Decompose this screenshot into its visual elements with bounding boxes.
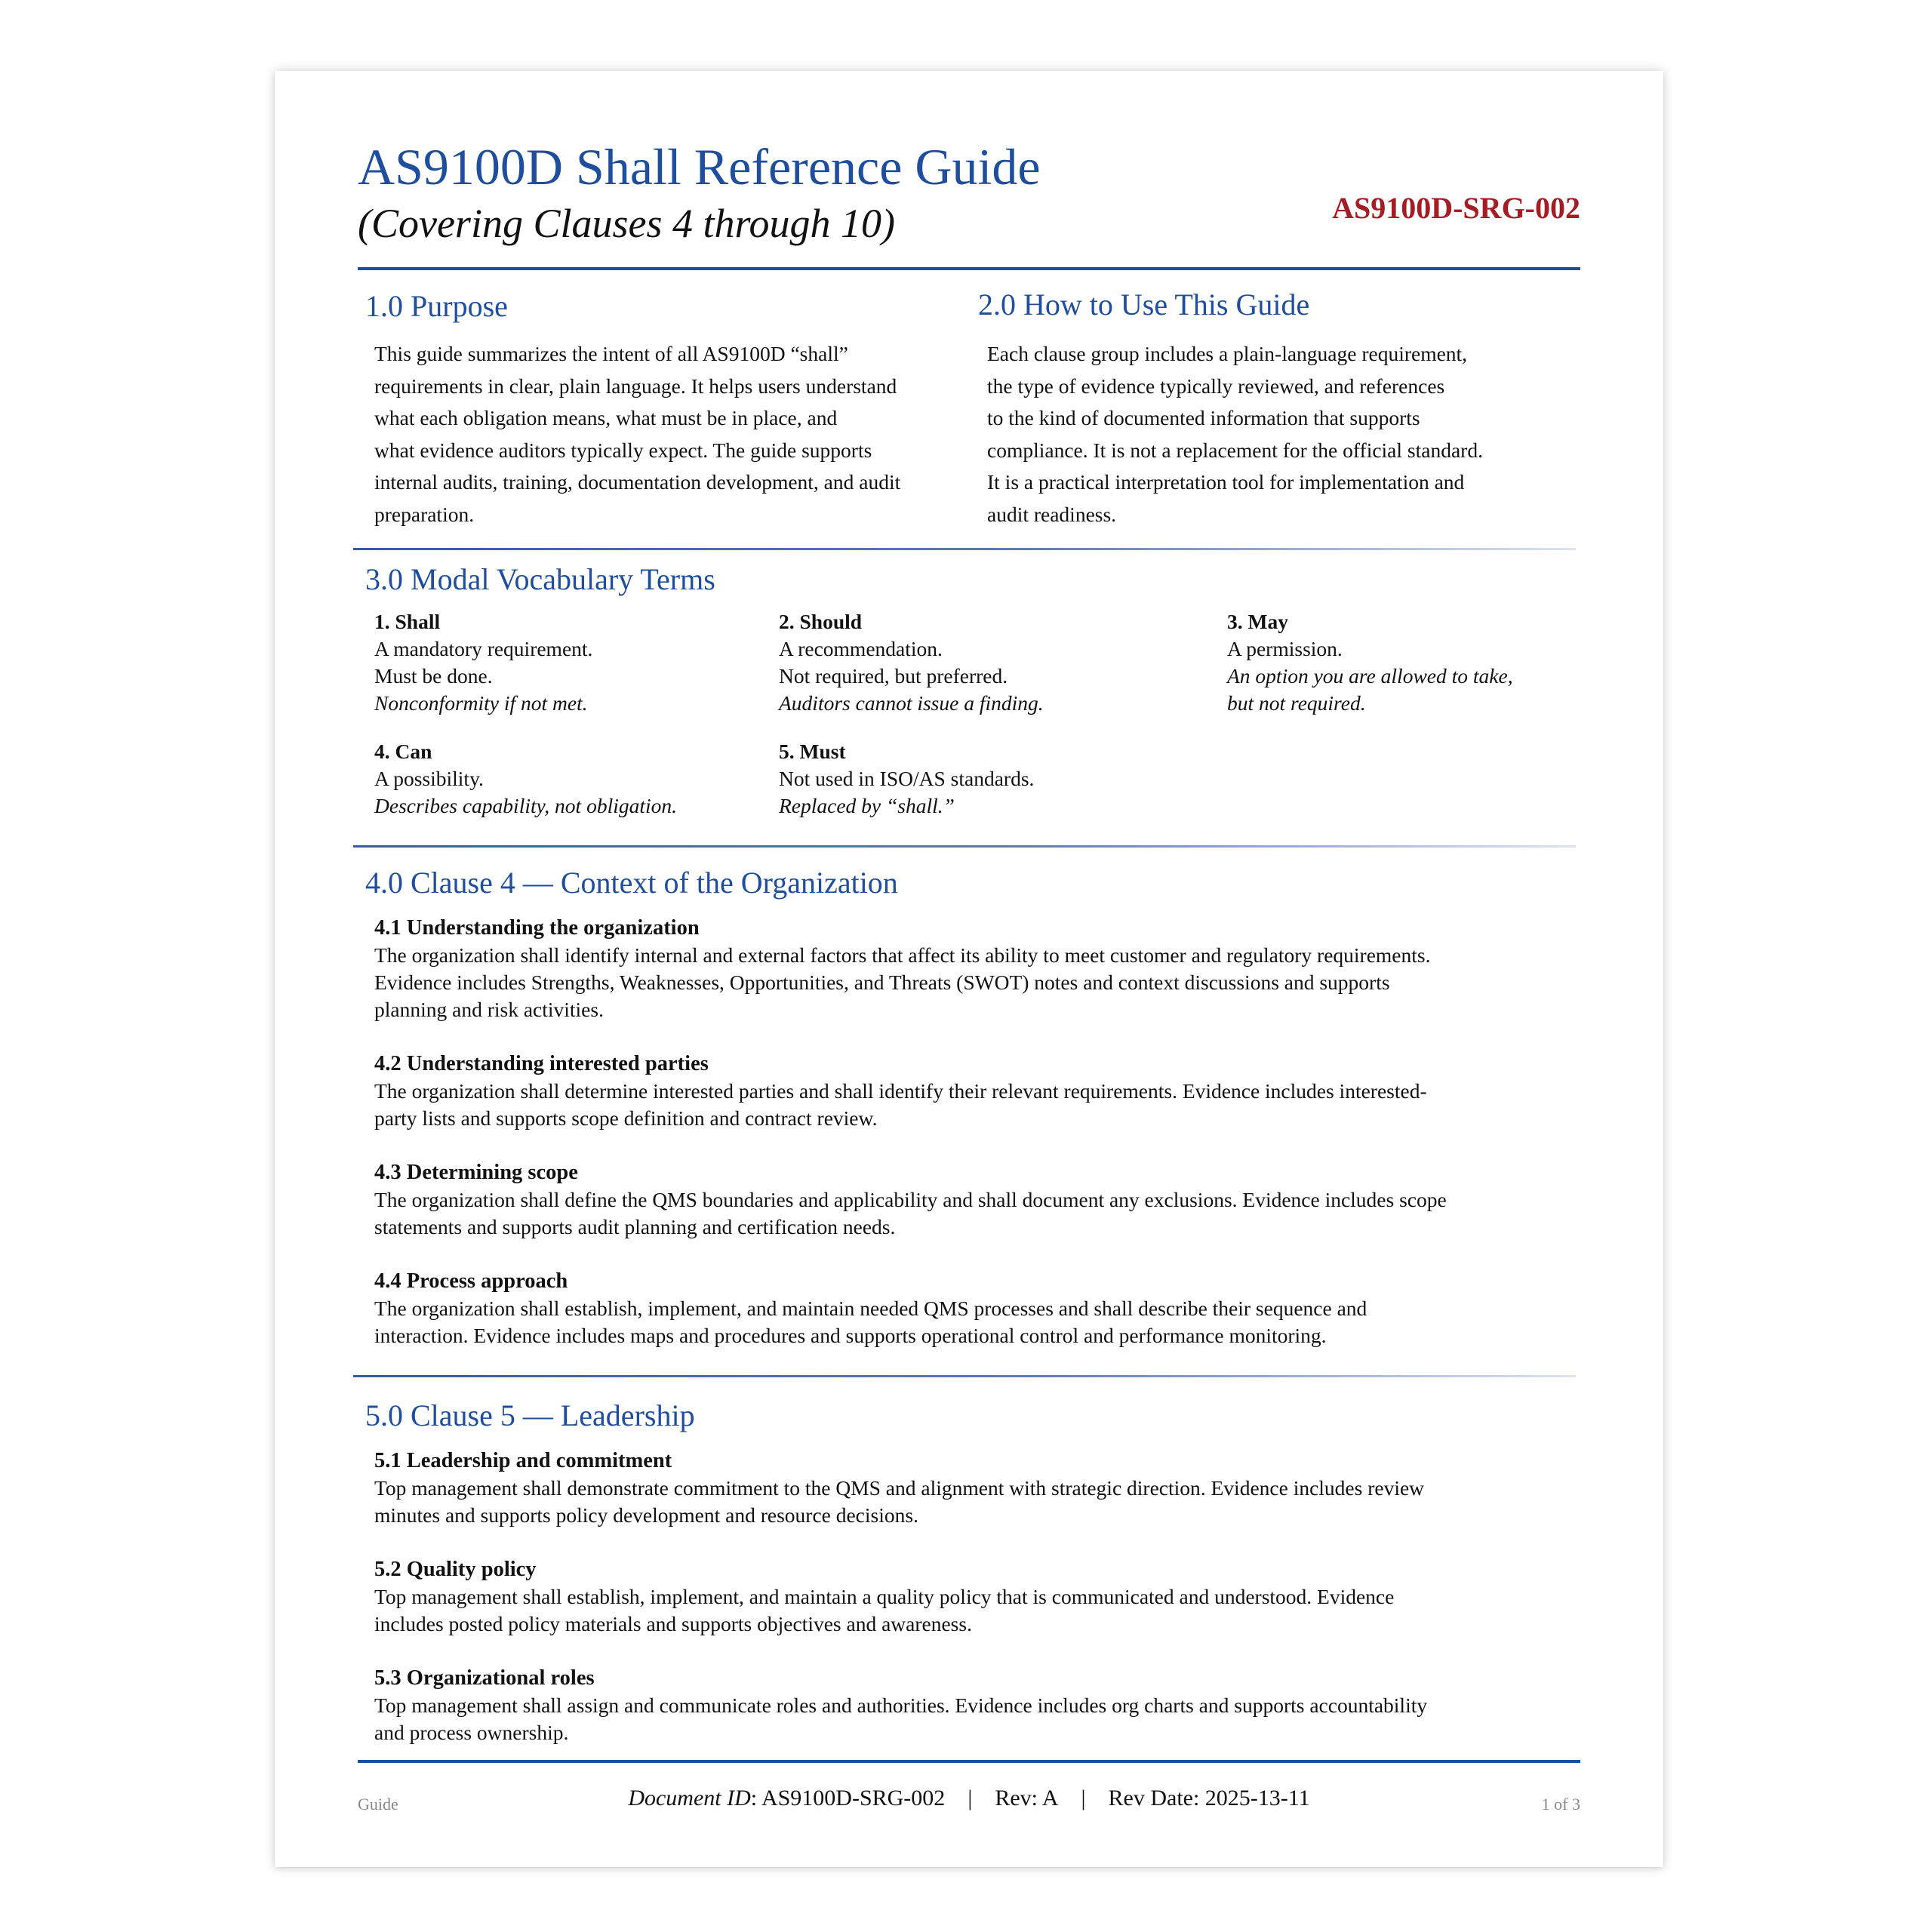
- how-to-use-line: Each clause group includes a plain-language requirement,: [987, 342, 1468, 365]
- section-divider: [353, 548, 1576, 550]
- term-note: Auditors cannot issue a finding.: [779, 691, 1044, 715]
- purpose-line: what each obligation means, what must be in place, and: [374, 406, 838, 429]
- term-note: Nonconformity if not met.: [374, 691, 588, 715]
- doc-id-value: : AS9100D-SRG-002: [750, 1786, 946, 1810]
- clause-item-line: statements and supports audit planning and certification needs.: [374, 1215, 896, 1238]
- modal-term-should: [779, 608, 1044, 717]
- how-to-use-line: to the kind of documented information that supports: [987, 406, 1420, 429]
- clause-item: [374, 1556, 1552, 1638]
- clause-item: [374, 1051, 1552, 1132]
- clause-item: [374, 1665, 1552, 1746]
- term-title: 5. Must: [779, 740, 846, 763]
- doc-id-label: Document ID: [628, 1786, 751, 1810]
- term-title: 1. Shall: [374, 610, 441, 633]
- how-to-use-line: compliance. It is not a replacement for the official standard.: [987, 438, 1483, 462]
- purpose-text: [374, 338, 900, 531]
- revision: Rev: A: [995, 1786, 1059, 1810]
- clause4-list: [374, 915, 1552, 1377]
- purpose-line: internal audits, training, documentation development, and audit: [374, 470, 901, 494]
- page-number: 1 of 3: [1541, 1795, 1580, 1814]
- clause-item-line: planning and risk activities.: [374, 998, 604, 1021]
- clause-item-line: minutes and supports policy development and resource decisions.: [374, 1503, 918, 1527]
- clause-item-title: 5.1 Leadership and commitment: [374, 1449, 672, 1472]
- purpose-line: preparation.: [374, 502, 475, 526]
- document-title: AS9100D Shall Reference Guide: [358, 138, 1041, 195]
- clause-item-line: The organization shall determine interested parties and shall identify their relevant requirements. Evidence includes interested-: [374, 1079, 1427, 1103]
- term-line: Not required, but preferred.: [779, 664, 1008, 688]
- clause-item-title: 5.2 Quality policy: [374, 1558, 537, 1581]
- how-to-use-line: It is a practical interpretation tool for implementation and: [987, 470, 1465, 494]
- modal-term-shall: [374, 608, 592, 717]
- section-divider: [353, 1375, 1576, 1377]
- footer-separator: |: [1081, 1786, 1086, 1810]
- clause-item: [374, 1159, 1552, 1241]
- purpose-heading: 1.0 Purpose: [365, 289, 508, 323]
- clause5-list: [374, 1447, 1552, 1774]
- clause-item-line: party lists and supports scope definition and contract review.: [374, 1106, 878, 1130]
- modal-terms-heading: 3.0 Modal Vocabulary Terms: [365, 562, 715, 596]
- how-to-use-line: audit readiness.: [987, 502, 1117, 526]
- term-note: An option you are allowed to take,: [1227, 664, 1513, 688]
- document-code: AS9100D-SRG-002: [1332, 191, 1580, 225]
- purpose-line: This guide summarizes the intent of all AS9100D “shall”: [374, 342, 848, 365]
- clause-item-line: Top management shall assign and communicate roles and authorities. Evidence includes org charts and supports accountability: [374, 1694, 1428, 1717]
- how-to-use-line: the type of evidence typically reviewed, and references: [987, 374, 1445, 398]
- header-divider: [358, 267, 1580, 270]
- clause-item-line: The organization shall establish, implement, and maintain needed QMS processes and shall describe their sequence and: [374, 1297, 1367, 1320]
- footer-separator: |: [968, 1786, 973, 1810]
- footer-document-info: [275, 1786, 1663, 1811]
- term-line: Not used in ISO/AS standards.: [779, 767, 1035, 790]
- term-line: A permission.: [1227, 637, 1343, 660]
- term-line: A mandatory requirement.: [374, 637, 593, 660]
- clause4-heading: 4.0 Clause 4 — Context of the Organization: [365, 866, 898, 900]
- clause-item-title: 4.4 Process approach: [374, 1269, 568, 1293]
- document-subtitle: (Covering Clauses 4 through 10): [358, 201, 895, 246]
- clause-item: [374, 1447, 1552, 1529]
- term-note: Replaced by “shall.”: [779, 794, 955, 817]
- clause-item-title: 4.3 Determining scope: [374, 1161, 578, 1184]
- term-title: 2. Should: [779, 610, 863, 633]
- clause-item-line: and process ownership.: [374, 1721, 569, 1744]
- clause-item-line: interaction. Evidence includes maps and procedures and supports operational control and performance monitoring.: [374, 1324, 1327, 1347]
- term-title: 4. Can: [374, 740, 432, 763]
- clause5-heading: 5.0 Clause 5 — Leadership: [365, 1398, 695, 1432]
- clause-item-line: The organization shall identify internal and external factors that affect its ability to meet customer and regulatory requirements.: [374, 943, 1431, 967]
- term-line: Must be done.: [374, 664, 493, 688]
- term-line: A recommendation.: [779, 637, 943, 660]
- clause-item-title: 5.3 Organizational roles: [374, 1666, 595, 1690]
- clause-item-line: Evidence includes Strengths, Weaknesses, Opportunities, and Threats (SWOT) notes and context discussions and supports: [374, 971, 1390, 994]
- clause-item-line: Top management shall demonstrate commitment to the QMS and alignment with strategic direction. Evidence includes review: [374, 1476, 1425, 1500]
- term-note: but not required.: [1227, 691, 1366, 715]
- section-divider: [353, 845, 1576, 848]
- how-to-use-text: [987, 338, 1483, 531]
- document-page: [275, 71, 1663, 1867]
- footer-left-label: Guide: [358, 1795, 398, 1814]
- modal-term-may: [1227, 608, 1513, 717]
- term-title: 3. May: [1227, 610, 1288, 633]
- clause-item: [374, 915, 1552, 1023]
- modal-term-can: [374, 738, 677, 820]
- clause-item-title: 4.1 Understanding the organization: [374, 916, 700, 940]
- clause-item: [374, 1268, 1552, 1349]
- clause-item-title: 4.2 Understanding interested parties: [374, 1052, 709, 1075]
- footer-divider: [358, 1760, 1580, 1763]
- clause-item-line: Top management shall establish, implement, and maintain a quality policy that is communicated and understood. Evidence: [374, 1585, 1395, 1608]
- purpose-line: what evidence auditors typically expect. The guide supports: [374, 438, 872, 462]
- purpose-line: requirements in clear, plain language. It helps users understand: [374, 374, 897, 398]
- clause-item-line: includes posted policy materials and supports objectives and awareness.: [374, 1612, 972, 1635]
- term-line: A possibility.: [374, 767, 484, 790]
- clause-item-line: The organization shall define the QMS boundaries and applicability and shall document any exclusions. Evidence includes scope: [374, 1188, 1447, 1211]
- modal-term-must: [779, 738, 1034, 820]
- revision-date: Rev Date: 2025-13-11: [1108, 1786, 1310, 1810]
- how-to-use-heading: 2.0 How to Use This Guide: [978, 288, 1310, 321]
- term-note: Describes capability, not obligation.: [374, 794, 678, 817]
